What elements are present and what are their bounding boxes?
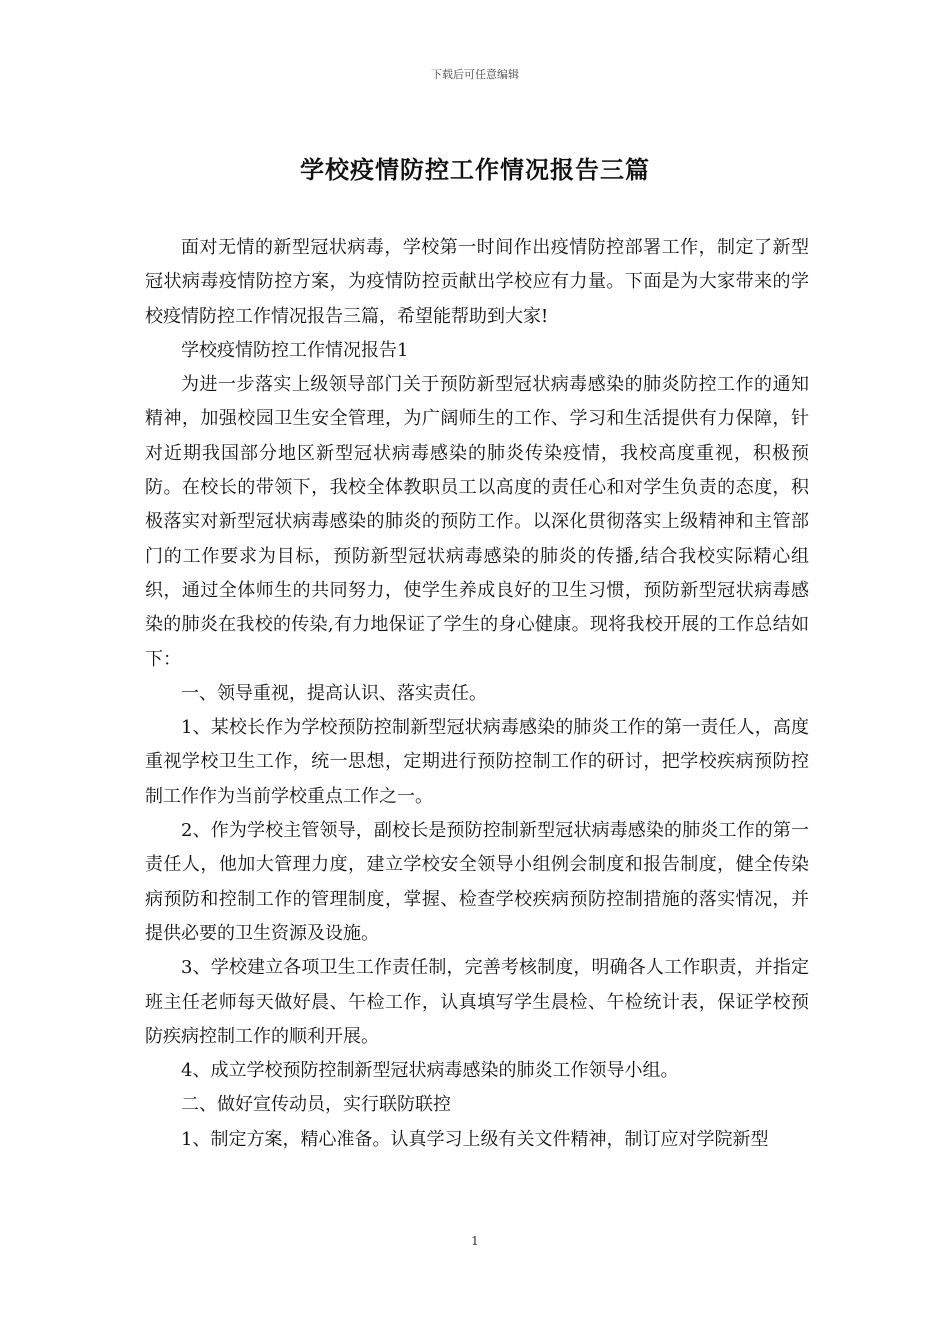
paragraph-report-heading: 学校疫情防控工作情况报告1 [181, 339, 409, 361]
section-heading-1: 一、领导重视，提高认识、落实责任。 [181, 682, 487, 704]
document-title: 学校疫情防控工作情况报告三篇 [300, 156, 650, 184]
paragraph-item-1-1: 1、某校长作为学校预防控制新型冠状病毒感染的肺炎工作的第一责任人，高度重视学校卫生工作，统一思想，定期进行预防控制工作的研讨，把学校疾病预防控制工作作为当前学校重点工作之一。 [145, 717, 809, 807]
section-heading-2: 二、做好宣传动员，实行联防联控 [181, 1094, 451, 1116]
page-number: 1 [471, 1234, 479, 1248]
paragraph-item-1-3: 3、学校建立各项卫生工作责任制，完善考核制度，明确各人工作职责，并指定班主任老师每天做好晨、午检工作，认真填写学生晨检、午检统计表，保证学校预防疾病控制工作的顺利开展。 [145, 957, 809, 1047]
document-body [145, 231, 809, 1157]
paragraph-item-1-2: 2、作为学校主管领导，副校长是预防控制新型冠状病毒感染的肺炎工作的第一责任人，他加大管理力度，建立学校安全领导小组例会制度和报告制度，健全传染病预防和控制工作的管理制度，掌握、检查学校疾病预防控制措施的落实情况，并提供必要的卫生资源及设施。 [145, 820, 809, 944]
paragraph-intro: 面对无情的新型冠状病毒，学校第一时间作出疫情防控部署工作，制定了新型冠状病毒疫情防控方案，为疫情防控贡献出学校应有力量。下面是为大家带来的学校疫情防控工作情况报告三篇，希望能帮助到大家! [145, 237, 809, 327]
paragraph-item-2-1: 1、制定方案，精心准备。认真学习上级有关文件精神，制订应对学院新型 [181, 1128, 769, 1150]
paragraph-background: 为进一步落实上级领导部门关于预防新型冠状病毒感染的肺炎防控工作的通知精神，加强校园卫生安全管理，为广阔师生的工作、学习和生活提供有力保障，针对近期我国部分地区新型冠状病毒感染的肺炎传染疫情，我校高度重视，积极预防。在校长的带领下，我校全体教职员工以高度的责任心和对学生负责的态度，积极落实对新型冠状病毒感染的肺炎的预防工作。以深化贯彻落实上级精神和主管部门的工作要求为目标，预防新型冠状病毒感染的肺炎的传播,结合我校实际精心组织，通过全体师生的共同努力，使学生养成良好的卫生习惯，预防新型冠状病毒感染的肺炎在我校的传染,有力地保证了学生的身心健康。现将我校开展的工作总结如下： [145, 374, 809, 670]
paragraph-item-1-4: 4、成立学校预防控制新型冠状病毒感染的肺炎工作领导小组。 [181, 1060, 679, 1082]
header-note: 下载后可任意编辑 [431, 68, 519, 81]
